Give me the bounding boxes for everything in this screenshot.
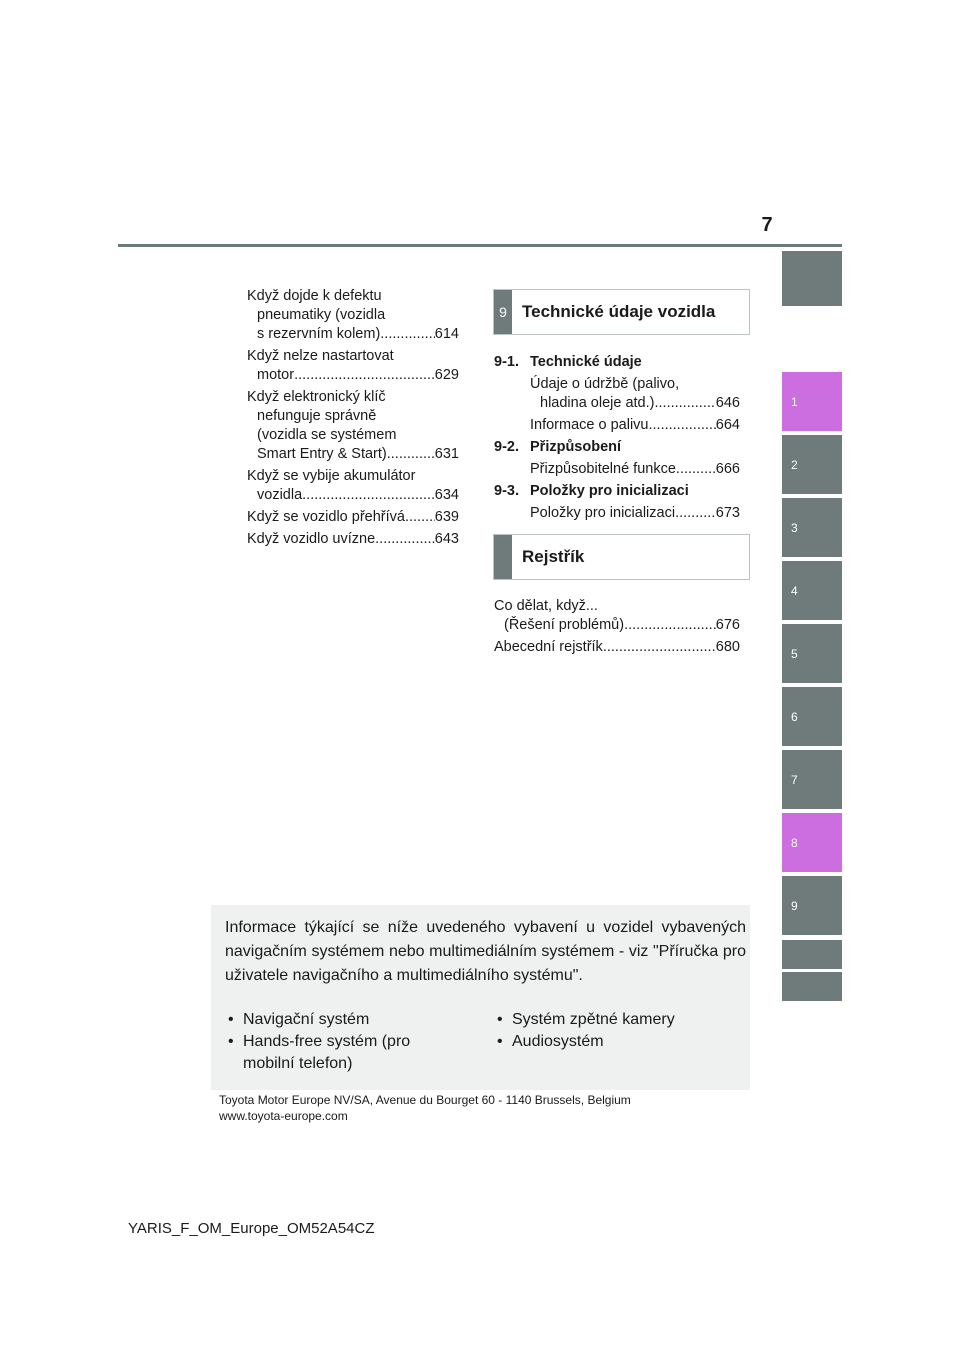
header-rule: [118, 244, 842, 247]
toc-left-column: [247, 287, 459, 552]
bullet-item: • Systém zpětné kamery: [497, 1009, 675, 1031]
chapter-tab[interactable]: 2: [782, 435, 842, 494]
toc-entry[interactable]: Když nelze nastartovat motor ..... 629: [247, 347, 459, 385]
page-ref: 680: [715, 639, 740, 655]
toc-section-9: [494, 353, 740, 526]
subsection-heading[interactable]: 9-3. Položky pro inicializaci: [494, 483, 689, 499]
page-ref: 631: [434, 446, 459, 462]
page-number: 7: [761, 214, 773, 236]
page-ref: 639: [434, 509, 459, 525]
chapter-tab[interactable]: 3: [782, 498, 842, 557]
section-heading-index[interactable]: [493, 534, 750, 580]
subsection-heading[interactable]: 9-1. Technické údaje: [494, 354, 642, 370]
chapter-tab[interactable]: [782, 940, 842, 969]
toc-entry[interactable]: Informace o palivu ..... 664: [494, 416, 740, 435]
toc-entry[interactable]: Přizpůsobitelné funkce ..... 666: [494, 460, 740, 479]
toc-entry[interactable]: Položky pro inicializaci ..... 673: [494, 504, 740, 523]
toc-index: [494, 597, 740, 660]
toc-entry[interactable]: Když elektronický klíč nefunguje správně (vozidla se systémem Smart Entry & Start) ..... 631: [247, 388, 459, 464]
page-ref: 643: [434, 531, 459, 547]
section-marker: [494, 535, 512, 579]
chapter-tab[interactable]: 6: [782, 687, 842, 746]
document-code: YARIS_F_OM_Europe_OM52A54CZ: [128, 1220, 375, 1237]
section-number: 9: [494, 290, 512, 334]
subsection-heading[interactable]: 9-2. Přizpůsobení: [494, 439, 622, 455]
section-title: Technické údaje vozidla: [522, 302, 716, 321]
chapter-tab[interactable]: 8: [782, 813, 842, 872]
chapter-tab[interactable]: 1: [782, 372, 842, 431]
chapter-tab[interactable]: 9: [782, 876, 842, 935]
section-title: Rejstřík: [522, 547, 585, 566]
chapter-tab[interactable]: 7: [782, 750, 842, 809]
chapter-tab[interactable]: [782, 972, 842, 1001]
toc-entry[interactable]: Když se vybije akumulátor vozidla ..... 634: [247, 467, 459, 505]
section-heading-9[interactable]: [493, 289, 750, 335]
publisher-address: Toyota Motor Europe NV/SA, Avenue du Bourget 60 - 1140 Brussels, Belgium www.toyota-europe.com: [219, 1093, 631, 1123]
page-ref: 673: [715, 505, 740, 521]
page-ref: 634: [434, 487, 459, 503]
website-link[interactable]: www.toyota-europe.com: [219, 1109, 348, 1123]
toc-entry[interactable]: Abecední rejstřík ..... 680: [494, 638, 740, 657]
page-ref: 646: [715, 395, 740, 411]
bullet-item: • Hands-free systém (pro mobilní telefon): [228, 1031, 418, 1075]
bullet-list-right: [497, 1009, 675, 1053]
toc-entry[interactable]: Údaje o údržbě (palivo, hladina oleje atd.) ..... 646: [494, 375, 740, 413]
chapter-tab[interactable]: 5: [782, 624, 842, 683]
toc-entry[interactable]: Když dojde k defektu pneumatiky (vozidla s rezervním kolem) ..... 614: [247, 287, 459, 344]
chapter-tab[interactable]: [782, 251, 842, 306]
toc-entry[interactable]: Když se vozidlo přehřívá ..... 639: [247, 508, 459, 527]
page-ref: 666: [715, 461, 740, 477]
page-ref: 629: [434, 367, 459, 383]
toc-entry[interactable]: Když vozidlo uvízne ..... 643: [247, 530, 459, 549]
page-ref: 664: [715, 417, 740, 433]
bullet-list-left: [228, 1009, 418, 1075]
toc-entry[interactable]: Co dělat, když... (Řešení problémů) ..... 676: [494, 597, 740, 635]
chapter-tab[interactable]: 4: [782, 561, 842, 620]
info-text: Informace týkající se níže uvedeného vybavení u vozidel vybavených navigačním systémem nebo multimediálním systémem - viz "Příručka pro uživatele navigačního a multimediálního systému".: [225, 919, 746, 984]
page-ref: 676: [715, 617, 740, 633]
page-ref: 614: [434, 326, 459, 342]
bullet-item: • Audiosystém: [497, 1031, 675, 1053]
bullet-item: • Navigační systém: [228, 1009, 418, 1031]
